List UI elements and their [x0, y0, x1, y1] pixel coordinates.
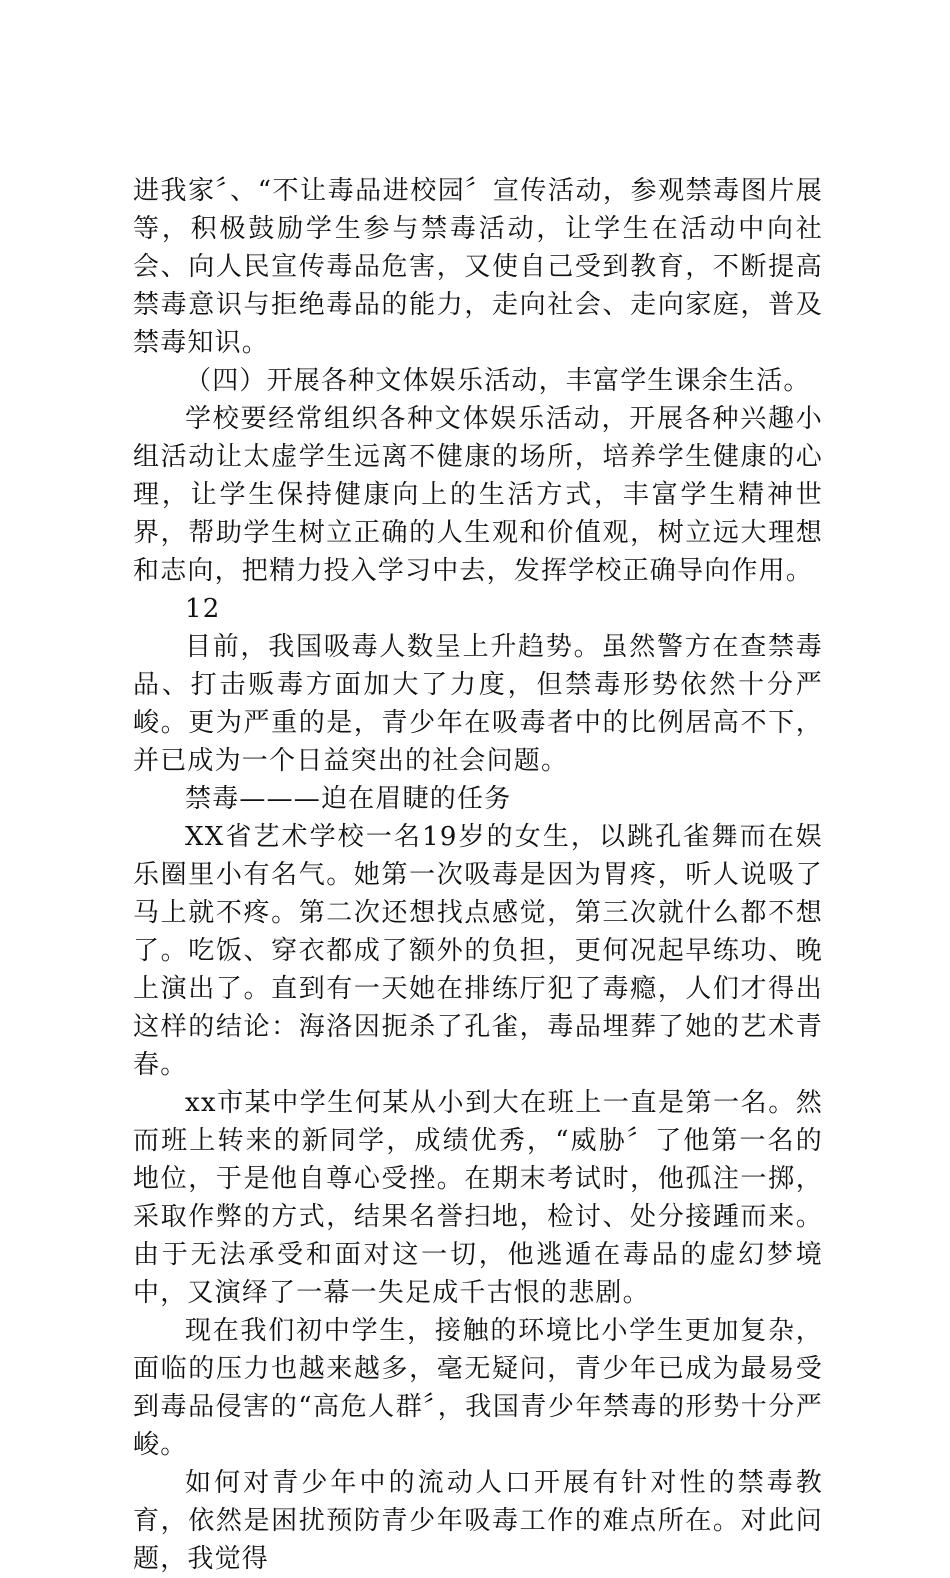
paragraph-drug-trend: 目前，我国吸毒人数呈上升趋势。虽然警方在查禁毒品、打击贩毒方面加大了力度，但禁毒形势依然十分严峻。更为严重的是，青少年在吸毒者中的比例居高不下，并已成为一个日益突出的社会问题。 — [133, 632, 823, 776]
paragraph-art-school-story: XX省艺术学校一名19岁的女生，以跳孔雀舞而在娱乐圈里小有名气。她第一次吸毒是因为胃疼，听人说吸了马上就不疼。第二次还想找点感觉，第三次就什么都不想了。吃饭、穿衣都成了额外的负担，更何况起早练功、晚上演出了。直到有一天她在排练厅犯了毒瘾，人们才得出这样的结论：海洛因扼杀了孔雀，毒品埋葬了她的艺术青春。 — [133, 822, 823, 1080]
document-body — [133, 172, 823, 1578]
paragraph-continuation: 进我家〞、“不让毒品进校园〞宣传活动，参观禁毒图片展等，积极鼓励学生参与禁毒活动，让学生在活动中向社会、向人民宣传毒品危害，又使自己受到教育，不断提高禁毒意识与拒绝毒品的能力，走向社会、走向家庭，普及禁毒知识。 — [133, 176, 823, 358]
section-heading-four: （四）开展各种文体娱乐活动，丰富学生课余生活。 — [185, 366, 811, 396]
paragraph-floating-population: 如何对青少年中的流动人口开展有针对性的禁毒教育，依然是困扰预防青少年吸毒工作的难点所在。对此问题，我觉得 — [133, 1468, 823, 1574]
paragraph-school-activities: 学校要经常组织各种文体娱乐活动，开展各种兴趣小组活动让太虚学生远离不健康的场所，培养学生健康的心理，让学生保持健康向上的生活方式，丰富学生精神世界，帮助学生树立正确的人生观和价值观，树立远大理想和志向，把精力投入学习中去，发挥学校正确导向作用。 — [133, 404, 823, 586]
section-number: 12 — [185, 594, 221, 624]
paragraph-junior-students: 现在我们初中学生，接触的环境比小学生更加复杂，面临的压力也越来越多，毫无疑问，青少年已成为最易受到毒品侵害的“高危人群〞，我国青少年禁毒的形势十分严峻。 — [133, 1316, 823, 1460]
section-title-urgent-task: 禁毒———迫在眉睫的任务 — [185, 784, 512, 814]
paragraph-student-story: xx市某中学生何某从小到大在班上一直是第一名。然而班上转来的新同学，成绩优秀，“威胁〞了他第一名的地位，于是他自尊心受挫。在期末考试时，他孤注一掷，采取作弊的方式，结果名誉扫地，检讨、处分接踵而来。由于无法承受和面对这一切，他逃遁在毒品的虚幻梦境中，又演绎了一幕一失足成千古恨的悲剧。 — [133, 1088, 823, 1308]
